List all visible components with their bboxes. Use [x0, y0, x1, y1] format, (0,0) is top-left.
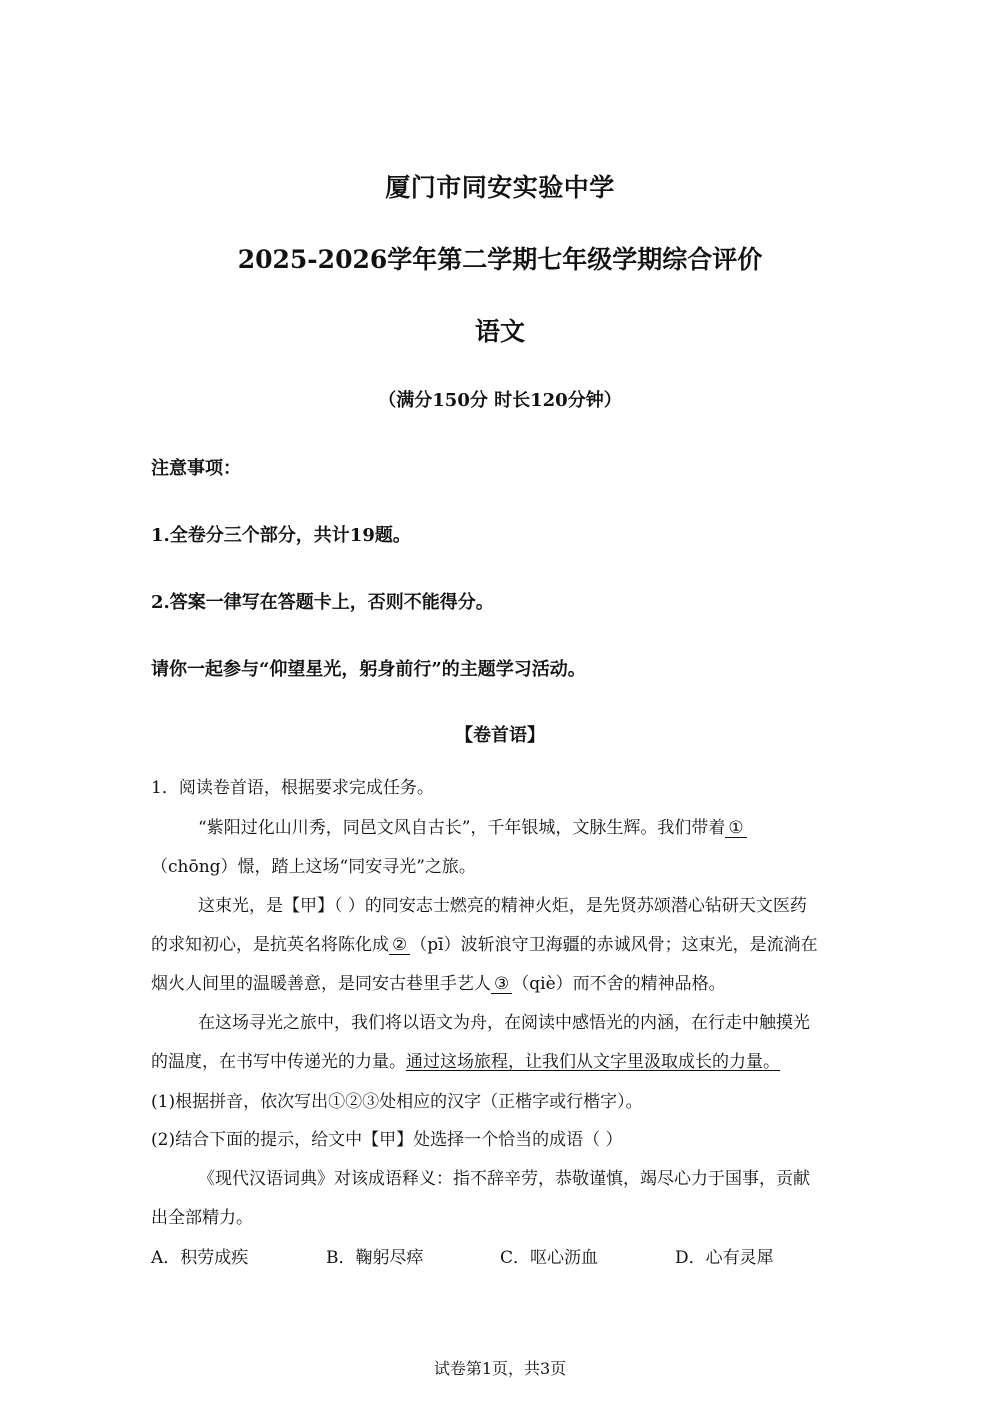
option-a: A．积劳成疾 — [151, 1248, 249, 1268]
para2-line2 — [151, 934, 818, 956]
section-heading: 【卷首语】 — [455, 725, 545, 746]
para3-text: 的温度，在书写中传递光的力量。 — [151, 1052, 406, 1072]
notice-item-2: 2.答案一律写在答题卡上，否则不能得分。 — [151, 592, 494, 613]
para1-line1 — [198, 817, 747, 839]
option-b: B．鞠躬尽瘁 — [326, 1248, 424, 1268]
para2-line3 — [151, 973, 726, 995]
school-title: 厦门市同安实验中学 — [385, 173, 615, 202]
para2-line1: 这束光，是【甲】（ ）的同安志士燃亮的精神火炬，是先贤苏颂潜心钻研天文医药 — [198, 896, 807, 916]
blank-2: ② — [389, 936, 410, 955]
exam-title: 2025-2026学年第二学期七年级学期综合评价 — [237, 245, 763, 274]
para1-line2: （chōng）憬，踏上这场“同安寻光”之旅。 — [151, 857, 476, 877]
sub-question-2: (2)结合下面的提示，给文中【甲】处选择一个恰当的成语（ ） — [151, 1130, 623, 1150]
notice-heading: 注意事项： — [151, 458, 241, 479]
option-c: C．呕心沥血 — [500, 1248, 599, 1268]
dictionary-hint-line2: 出全部精力。 — [151, 1208, 253, 1228]
theme-statement: 请你一起参与“仰望星光，躬身前行”的主题学习活动。 — [151, 659, 586, 680]
blank-3: ③ — [491, 975, 512, 994]
para2-text-c: 烟火人间里的温暖善意，是同安古巷里手艺人 — [151, 974, 491, 994]
option-d: D．心有灵犀 — [675, 1248, 774, 1268]
subject-title: 语文 — [474, 317, 525, 346]
para3-line2 — [151, 1051, 780, 1073]
para1-text: “紫阳过化山川秀，同邑文风自古长”，千年银城，文脉生辉。我们带着 — [198, 818, 726, 838]
para2-text-a: 的求知初心，是抗英名将陈化成 — [151, 935, 389, 955]
dictionary-hint-line1: 《现代汉语词典》对该成语释义：指不辞辛劳，恭敬谨慎，竭尽心力于国事，贡献 — [198, 1169, 810, 1189]
para2-text-b: （pī）波斩浪守卫海疆的赤诚风骨；这束光，是流淌在 — [410, 935, 818, 955]
question-1-stem: 1．阅读卷首语，根据要求完成任务。 — [151, 778, 434, 798]
para2-text-d: （qiè）而不舍的精神品格。 — [512, 974, 726, 994]
para3-line1: 在这场寻光之旅中，我们将以语文为舟，在阅读中感悟光的内涵，在行走中触摸光 — [198, 1013, 810, 1033]
blank-1: ① — [725, 819, 746, 838]
page-footer: 试卷第1页，共3页 — [433, 1359, 567, 1378]
underlined-sentence: 通过这场旅程，让我们从文字里汲取成长的力量。 — [406, 1052, 780, 1072]
sub-question-1: (1)根据拼音，依次写出①②③处相应的汉字（正楷字或行楷字）。 — [151, 1092, 643, 1112]
score-time-note: （满分150分 时长120分钟） — [378, 390, 622, 411]
notice-item-1: 1.全卷分三个部分，共计19题。 — [151, 525, 411, 546]
